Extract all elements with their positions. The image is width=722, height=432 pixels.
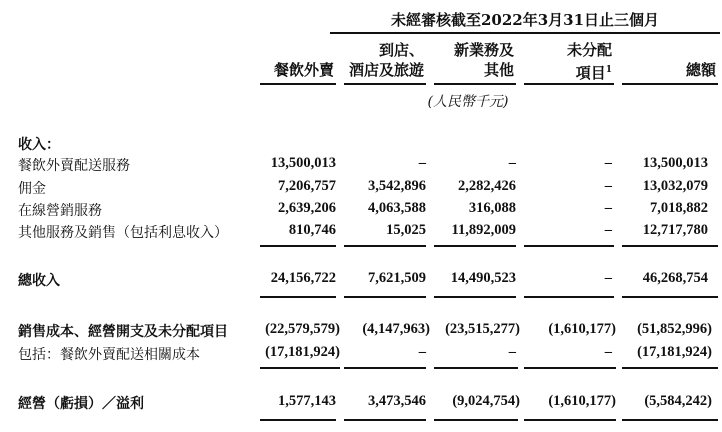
cell-value: – bbox=[418, 155, 426, 171]
subtotal-line bbox=[622, 245, 718, 247]
cell-value: (4,147,963) bbox=[362, 321, 430, 337]
cell-value: – bbox=[604, 200, 612, 216]
cell-value: 4,063,588 bbox=[368, 200, 426, 216]
col-underline bbox=[344, 83, 426, 85]
cell-value: 3,473,546 bbox=[368, 393, 426, 409]
col-header-unallocated: 未分配 項目$^1$ bbox=[566, 41, 612, 82]
cell-value: 24,156,722 bbox=[270, 270, 336, 286]
cell-value: 12,717,780 bbox=[642, 222, 708, 238]
cell-value: 14,490,523 bbox=[450, 270, 516, 286]
cell-value: – bbox=[604, 155, 612, 171]
cell-value: 1,577,143 bbox=[278, 393, 336, 409]
cell-value: 2,639,206 bbox=[278, 200, 336, 216]
subtotal-line bbox=[434, 245, 516, 247]
col-underline bbox=[434, 83, 516, 85]
total-line bbox=[524, 419, 616, 421]
subtotal-line bbox=[524, 367, 616, 369]
col-header-new-initiatives: 新業務及 其他 bbox=[453, 41, 514, 79]
total-line bbox=[622, 419, 718, 421]
row-label: 其他服務及銷售（包括利息收入） bbox=[18, 225, 228, 241]
row-label: 餐飲外賣配送服務 bbox=[18, 158, 130, 174]
cell-value: 13,500,013 bbox=[270, 155, 336, 171]
revenue-heading: 收入： bbox=[18, 137, 60, 153]
cell-value: (9,024,754) bbox=[452, 393, 520, 409]
cell-value: (1,610,177) bbox=[548, 393, 616, 409]
subtotal-line bbox=[524, 296, 614, 298]
cell-value: 7,206,757 bbox=[278, 178, 336, 194]
cell-value: 15,025 bbox=[386, 222, 426, 238]
cell-value: 11,892,009 bbox=[451, 222, 516, 238]
cell-value: – bbox=[508, 344, 516, 360]
including-label: 包括：餐飲外賣配送相關成本 bbox=[18, 347, 200, 363]
col-underline bbox=[622, 83, 718, 85]
cell-value: – bbox=[604, 178, 612, 194]
subtotal-line bbox=[344, 367, 426, 369]
period-header: 未經審核截至2022年3月31日止三個月 bbox=[390, 11, 660, 29]
cell-value: 810,746 bbox=[288, 222, 336, 238]
currency-unit: (人民幣千元) bbox=[427, 94, 509, 110]
subtotal-line bbox=[434, 367, 518, 369]
col-underline bbox=[260, 83, 336, 85]
col-underline bbox=[524, 83, 614, 85]
subtotal-line bbox=[260, 367, 340, 369]
subtotal-line bbox=[344, 245, 426, 247]
row-label: 在線營銷服務 bbox=[18, 203, 102, 219]
cell-value: 13,500,013 bbox=[642, 155, 708, 171]
col-header-total: 總額 bbox=[685, 61, 716, 79]
cell-value: – bbox=[418, 344, 426, 360]
cell-value: – bbox=[508, 155, 516, 171]
total-revenue-label: 總收入 bbox=[18, 273, 60, 289]
cell-value: 7,621,509 bbox=[368, 270, 426, 286]
cell-value: 316,088 bbox=[468, 200, 516, 216]
col-header-food-delivery: 餐飲外賣 bbox=[273, 61, 334, 79]
subtotal-line bbox=[344, 296, 426, 298]
total-line bbox=[344, 419, 426, 421]
cell-value: (17,181,924) bbox=[637, 344, 712, 360]
subtotal-line bbox=[622, 296, 718, 298]
operating-result-label: 經營（虧損）／溢利 bbox=[18, 396, 144, 412]
cell-value: – bbox=[604, 344, 612, 360]
total-line bbox=[260, 419, 336, 421]
cell-value: (51,852,996) bbox=[637, 321, 712, 337]
cell-value: 13,032,079 bbox=[642, 178, 708, 194]
costs-label: 銷售成本、經營開支及未分配項目 bbox=[18, 324, 228, 340]
col-header-instore-hotel-travel: 到店、 酒店及旅遊 bbox=[348, 41, 424, 79]
subtotal-line bbox=[434, 296, 516, 298]
cell-value: (22,579,579) bbox=[265, 321, 340, 337]
header-divider bbox=[330, 32, 720, 34]
subtotal-line bbox=[524, 245, 614, 247]
cell-value: (5,584,242) bbox=[644, 393, 712, 409]
subtotal-line bbox=[260, 245, 336, 247]
cell-value: – bbox=[604, 270, 612, 286]
subtotal-line bbox=[260, 296, 336, 298]
cell-value: 3,542,896 bbox=[368, 178, 426, 194]
cell-value: – bbox=[604, 222, 612, 238]
row-label: 佣金 bbox=[18, 181, 46, 197]
cell-value: 46,268,754 bbox=[642, 270, 708, 286]
cell-value: 2,282,426 bbox=[458, 178, 516, 194]
cell-value: 7,018,882 bbox=[650, 200, 708, 216]
total-line bbox=[434, 419, 518, 421]
cell-value: (23,515,277) bbox=[445, 321, 520, 337]
cell-value: (17,181,924) bbox=[265, 344, 340, 360]
cell-value: (1,610,177) bbox=[548, 321, 616, 337]
subtotal-line bbox=[622, 367, 718, 369]
